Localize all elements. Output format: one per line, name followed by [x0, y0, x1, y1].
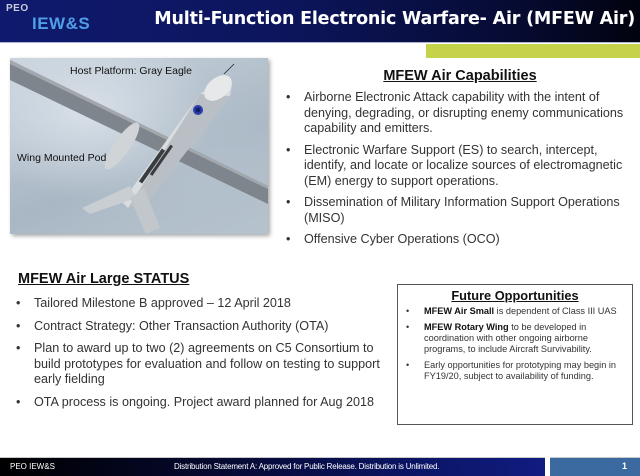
capabilities-heading: MFEW Air Capabilities: [383, 68, 537, 84]
host-platform-label: Host Platform: Gray Eagle: [70, 65, 192, 77]
bullet-icon: •: [406, 322, 410, 332]
bullet-icon: •: [286, 90, 291, 104]
list-item: • Offensive Cyber Operations (OCO): [286, 232, 500, 246]
footer-org: PEO IEW&S: [10, 462, 55, 471]
page-number-box: [550, 457, 640, 476]
list-item: • MFEW Rotary Wing to be developed in coordination with other ongoing airborne programs, to include Aircraft Survivability.: [406, 322, 592, 354]
bullet-icon: •: [286, 195, 291, 209]
future-opportunities-box: [397, 284, 633, 425]
wing-pod-label: Wing Mounted Pod: [17, 152, 107, 164]
status-list: [16, 296, 386, 417]
bullet-icon: •: [16, 341, 21, 355]
list-item: • Dissemination of Military Information Support Operations (MISO): [286, 195, 620, 225]
bullet-icon: •: [16, 296, 21, 310]
list-item: • OTA process is ongoing. Project award planned for Aug 2018: [16, 394, 375, 409]
status-heading: MFEW Air Large STATUS: [18, 271, 190, 287]
slide-footer: [0, 457, 545, 476]
bullet-icon: •: [286, 142, 291, 157]
accent-bar: [426, 44, 640, 58]
slide-header: [0, 0, 640, 43]
logo-peo-text: PEO: [6, 3, 29, 14]
list-item: • Plan to award up to two (2) agreements on C5 Consortium to build prototypes for evaluation and follow on testing to support early fielding: [16, 341, 380, 386]
bullet-icon: •: [406, 360, 410, 370]
list-item: • Electronic Warfare Support (ES) to search, intercept, identify, and locate or localize sources of electromagnetic (EM) energy to support operations.: [286, 142, 623, 188]
list-item: • Tailored Milestone B approved – 12 April 2018: [16, 296, 291, 310]
peo-iews-logo: [6, 3, 96, 39]
slide-title: Multi-Function Electronic Warfare- Air (MFEW Air): [154, 9, 635, 29]
future-opportunities-list: [406, 306, 624, 382]
bullet-icon: •: [406, 306, 410, 316]
gray-eagle-photo: [10, 58, 268, 234]
bullet-icon: •: [286, 232, 291, 246]
page-number: 1: [621, 461, 627, 471]
bullet-icon: •: [16, 394, 21, 409]
distribution-statement: Distribution Statement A: Approved for Public Release. Distribution is Unlimited.: [174, 462, 440, 471]
list-item: • Contract Strategy: Other Transaction Authority (OTA): [16, 318, 329, 333]
logo-iews-text: IEW&S: [32, 14, 91, 33]
capabilities-list: [286, 90, 638, 254]
list-item: • Early opportunities for prototyping may begin in FY19/20, subject to availability of funding.: [406, 360, 617, 381]
list-item: • MFEW Air Small is dependent of Class III UAS: [406, 306, 617, 316]
future-opportunities-heading: Future Opportunities: [451, 288, 579, 303]
drone-illustration-icon: [10, 58, 268, 234]
bullet-icon: •: [16, 318, 21, 333]
list-item: • Airborne Electronic Attack capability with the intent of denying, degrading, or disrupting enemy communications capability and emitters.: [286, 90, 624, 135]
